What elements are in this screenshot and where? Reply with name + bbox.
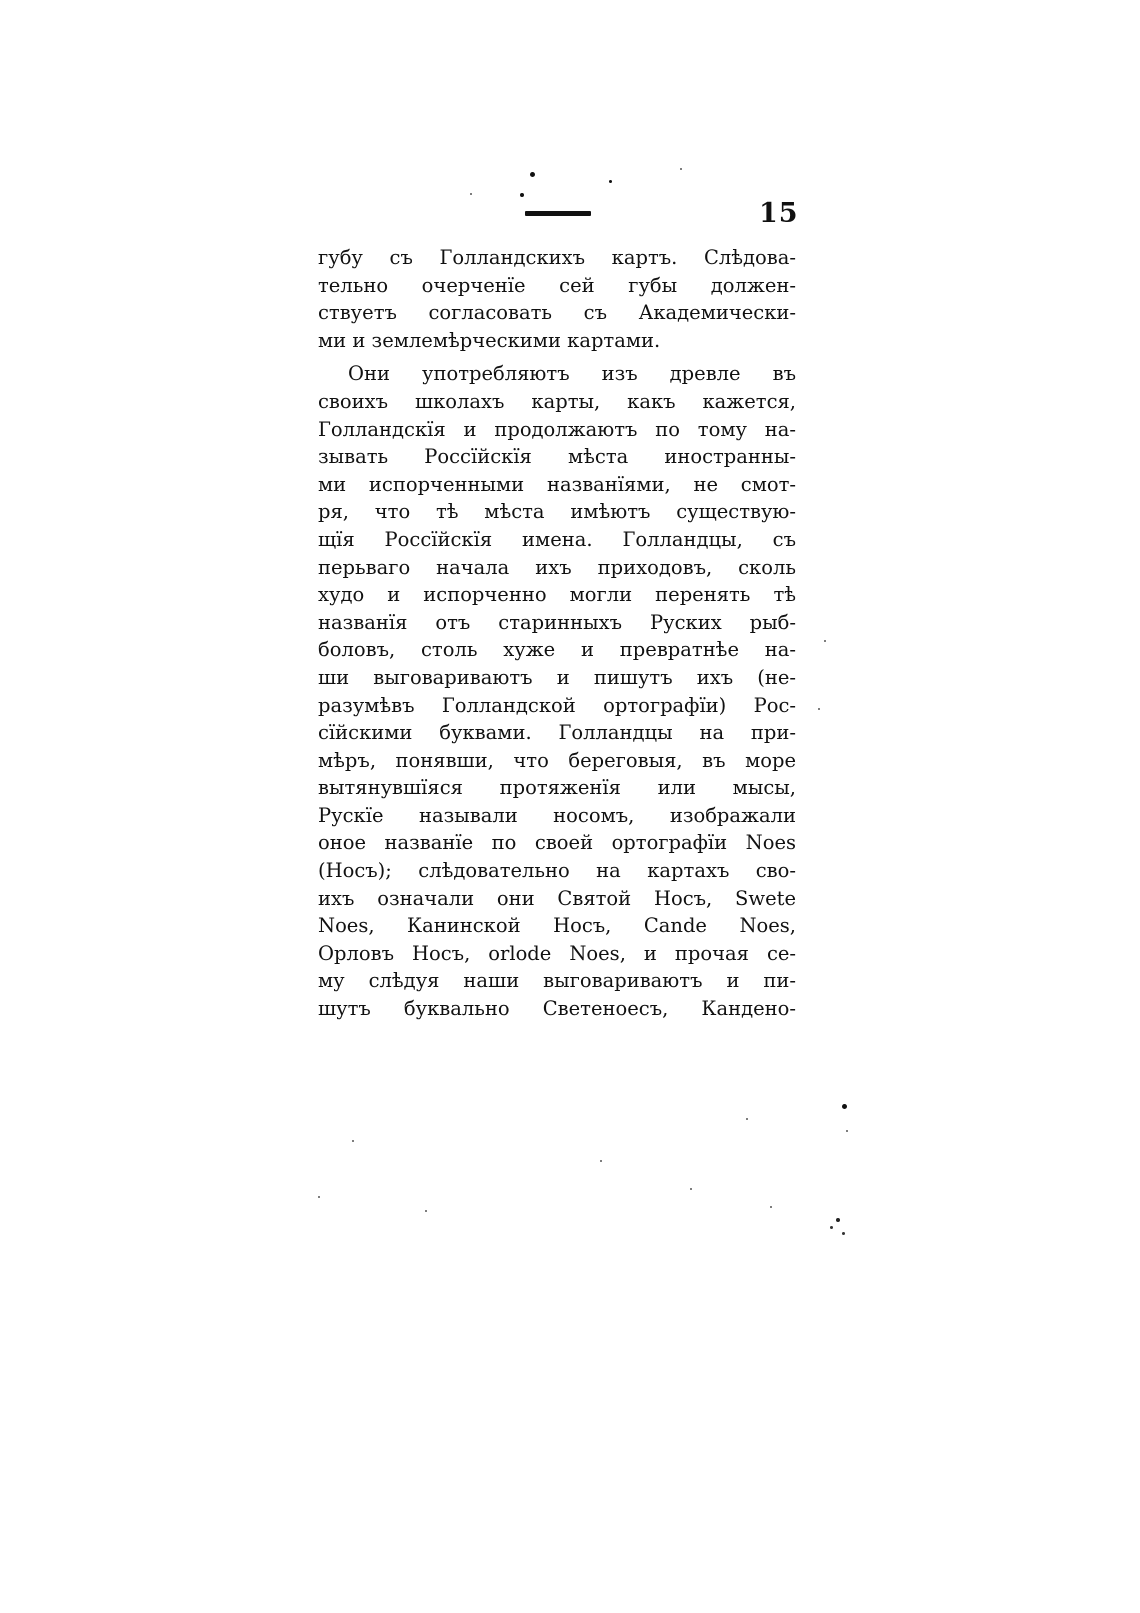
text-line: щїя Россїйскїя имена. Голландцы, съ [318,527,796,551]
scan-speck [842,1232,845,1235]
text-line: ми и землемѣрческими картами. [318,328,661,352]
header-rule [525,211,591,216]
text-line: (Носъ); слѣдовательно на картахъ сво- [318,859,796,883]
text-line: ми испорченными названїями, не смот- [318,472,796,496]
ornament-dot [609,180,612,183]
text-line: названїя отъ старинныхъ Руских рыб- [318,610,796,634]
text-line: Орловъ Носъ, orlode Noes, и прочая се- [318,941,796,965]
text-line: перьваго начала ихъ приходовъ, сколь [318,555,796,579]
text-line: мѣръ, понявши, что береговыя, въ море [318,748,796,772]
text-line: боловъ, столь хуже и превратнѣе на- [318,638,796,662]
text-line: вытянувшїяся протяженїя или мысы, [318,776,796,800]
scan-speck [600,1160,602,1162]
text-line: худо и испорченно могли перенять тѣ [318,583,796,607]
scan-speck [846,1130,848,1132]
scan-speck [818,708,820,710]
scan-speck [470,193,472,195]
scan-speck [830,1226,833,1229]
text-line: оное названїе по своей ортографїи Noes [318,831,796,855]
text-line: Они употребляютъ изъ древле въ [348,362,796,386]
text-line: ря, что тѣ мѣста имѣютъ существую- [318,500,796,524]
body-text [318,244,796,1023]
text-line: губу съ Голландскихъ картъ. Слѣдова- [318,246,796,269]
text-line: сїйскими буквами. Голландцы на при- [318,721,796,745]
text-line: зывать Россїйскїя мѣста иностранны- [318,445,796,469]
scan-speck [425,1210,427,1212]
text-line: тельно очерченїе сей губы должен- [318,273,796,297]
scan-speck [824,640,826,642]
text-line: разумѣвъ Голландской ортографїи) Рос- [318,693,796,717]
scan-speck [318,1196,320,1198]
scan-speck [842,1104,847,1109]
scan-speck [770,1206,772,1208]
text-line: шутъ буквально Светеноесъ, Кандено- [318,997,796,1021]
scan-speck [690,1188,692,1190]
scan-speck [352,1140,354,1142]
text-line: своихъ школахъ карты, какъ кажется, [318,389,796,413]
page-number: 15 [759,198,799,229]
scan-speck [746,1118,748,1120]
scan-speck [680,168,682,170]
text-line: Noes, Канинской Носъ, Cande Noes, [318,914,796,938]
scan-speck [836,1218,840,1222]
text-line: ихъ означали они Святой Носъ, Swete [318,886,796,910]
text-line: Голландскїя и продолжаютъ по тому на- [318,417,796,441]
text-line: ши выговариваютъ и пишутъ ихъ (не- [318,665,796,689]
ornament-dot [520,193,524,197]
text-line: ствуетъ согласовать съ Академически- [318,301,796,325]
ornament-dot [530,172,535,177]
text-line: Рускїе называли носомъ, изображали [318,803,796,827]
text-line: му слѣдуя наши выговариваютъ и пи- [318,969,796,993]
